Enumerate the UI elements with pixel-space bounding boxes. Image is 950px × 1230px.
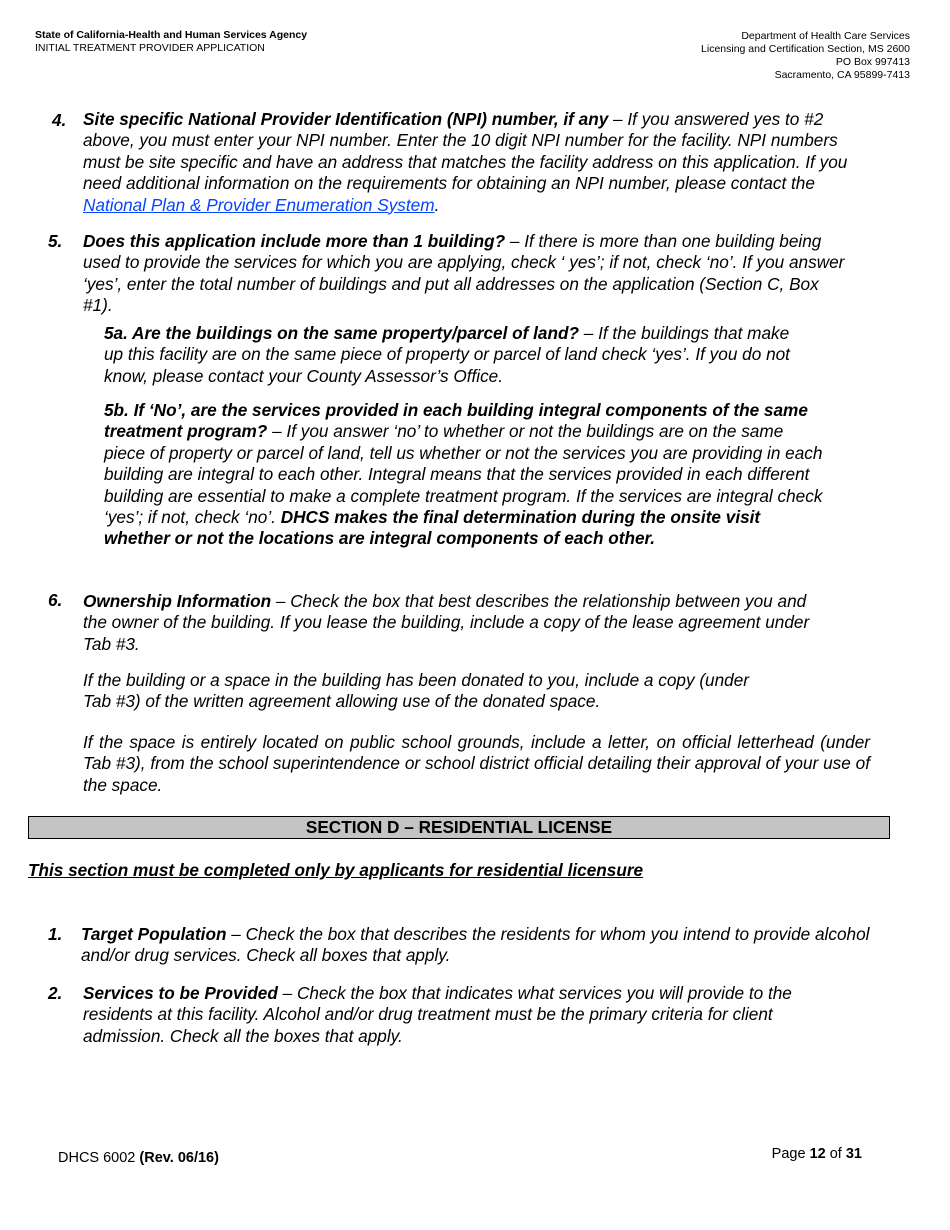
section-d-note: This section must be completed only by applicants for residential licensure xyxy=(28,860,644,880)
item-6-title: Ownership Information xyxy=(83,591,272,611)
form-title: INITIAL TREATMENT PROVIDER APPLICATION xyxy=(35,42,265,54)
dept-line: Sacramento, CA 95899-7413 xyxy=(774,69,910,81)
services-title: Services to be Provided xyxy=(83,983,278,1003)
item-4-body: – If you answered yes to #2 above, you must enter your NPI number. Enter the 10 digit NPI number for the facility. NPI numbers must be site specific and have an address that matches the facility address on this application. If you need additional information on the requirements for obtaining an NPI number, please contact the xyxy=(83,109,848,194)
item-4-title: Site specific National Provider Identification (NPI) number, if any xyxy=(83,109,609,129)
item-5-body: – If there is more than one building being used to provide the services for which you are applying, check ‘ yes’; if not, check ‘no’. If you answer ‘yes’, enter the total number of buildings and put all addresses on the application (Section C, Box #1). xyxy=(83,231,845,316)
footer-form-id xyxy=(58,1150,219,1166)
target-population-title: Target Population xyxy=(81,924,227,944)
item-6-paragraph-2: If the building or a space in the building has been donated to you, include a copy (under Tab #3) of the written agreement allowing use of the donated space. xyxy=(83,670,750,712)
item-5a-body: – If the buildings that make up this facility are on the same piece of property or parcel of land check ‘yes’. If you do not know, please contact your County Assessor’s Office. xyxy=(104,323,790,386)
header-left xyxy=(35,29,307,55)
item-5a xyxy=(104,323,804,387)
item-4: Site specific National Provider Identification (NPI) number, if any – If you answered yes to #2 above, you must enter your NPI number. Enter the 10 digit NPI number for the facility. NPI numbers must be site specific and have an address that matches the facility address on this application. If you need additional information on the requirements for obtaining an NPI number, please contact the National Plan & Provider Enumeration System. xyxy=(83,109,848,215)
services-body: – Check the box that indicates what services you will provide to the residents at this facility. Alcohol and/or drug treatment must be the primary criteria for client admission. Check all the boxes that apply. xyxy=(83,983,792,1046)
item-5b-title: 5b. If ‘No’, are the services provided in each building integral components of the same treatment program? xyxy=(104,400,808,442)
item-6 xyxy=(83,591,828,655)
item-5 xyxy=(83,231,850,317)
section-d-item-2-number: 2. xyxy=(48,983,63,1003)
item-6-number: 6. xyxy=(48,590,63,610)
agency-name: State of California-Health and Human Services Agency xyxy=(35,29,308,41)
dept-line: Department of Health Care Services xyxy=(741,30,910,42)
current-page: 12 xyxy=(809,1146,826,1162)
total-pages: 31 xyxy=(845,1146,862,1162)
nppes-link[interactable]: National Plan & Provider Enumeration System xyxy=(83,194,435,215)
item-6-paragraph-3: If the space is entirely located on public school grounds, include a letter, on official letterhead (under Tab #3), from the school superintendence or school district official detailing their approval of your use of the space. xyxy=(83,732,870,795)
section-d-header: SECTION D – RESIDENTIAL LICENSE xyxy=(28,816,890,839)
item-5b-body: – If you answer ‘no’ to whether or not the buildings are on the same piece of property or parcel of land, tell us whether or not the services you are providing in each building are integral to each other. Integral means that the services provided in each different building are essential to make a complete treatment program. If the services are integral check ‘yes’; if not, check ‘no’. xyxy=(104,421,823,528)
item-5b xyxy=(104,400,826,550)
section-d-item-2 xyxy=(83,983,853,1047)
item-6-body: – Check the box that best describes the relationship between you and the owner of the building. If you lease the building, include a copy of the lease agreement under Tab #3. xyxy=(83,591,810,654)
target-population-body: – Check the box that describes the residents for whom you intend to provide alcohol and/or drug services. Check all boxes that apply. xyxy=(81,924,870,966)
header-right xyxy=(701,30,910,82)
dept-line: PO Box 997413 xyxy=(835,56,910,68)
section-d-item-1-number: 1. xyxy=(48,924,63,944)
form-number: DHCS 6002 xyxy=(58,1150,140,1166)
item-5a-title: 5a. Are the buildings on the same property/parcel of land? xyxy=(104,323,579,343)
page-number: Page 12 of 31 xyxy=(771,1146,862,1162)
item-4-number: 4. xyxy=(52,110,67,130)
item-5-title: Does this application include more than 1 building? xyxy=(83,231,506,251)
item-5-number: 5. xyxy=(48,231,63,251)
section-d-item-1 xyxy=(81,924,871,967)
revision: (Rev. 06/16) xyxy=(139,1150,219,1166)
item-5b-bold-end: DHCS makes the final determination during the onsite visit whether or not the locations are integral components of each other. xyxy=(104,507,761,549)
dept-line: Licensing and Certification Section, MS 2600 xyxy=(701,43,910,55)
